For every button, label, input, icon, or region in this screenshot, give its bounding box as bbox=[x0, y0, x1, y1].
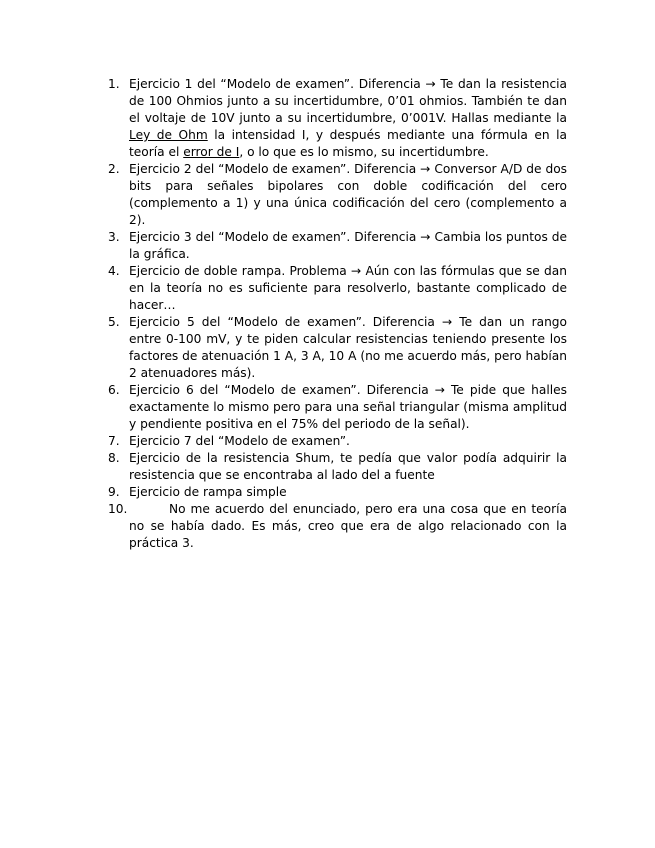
list-text-part: Ejercicio 1 del “Modelo de examen”. Diferencia → Te dan la resistencia de 100 Ohmios junto a su incertidumbre, 0’01 ohmios. También te dan el voltaje de 10V junto a su incertidumbre, 0’001V. Hallas mediante la bbox=[129, 77, 567, 125]
list-number: 2. bbox=[108, 162, 120, 176]
list-text: Ejercicio de la resistencia Shum, te pedía que valor podía adquirir la resistencia que se encontraba al lado del a fuente bbox=[129, 451, 567, 482]
list-item bbox=[108, 76, 567, 161]
list-text bbox=[129, 77, 567, 159]
list-text: Ejercicio 6 del “Modelo de examen”. Diferencia → Te pide que halles exactamente lo mismo pero para una señal triangular (misma amplitud y pendiente positiva en el 75% del periodo de la señal). bbox=[129, 383, 567, 431]
list-text: Ejercicio 3 del “Modelo de examen”. Diferencia → Cambia los puntos de la gráfica. bbox=[129, 230, 567, 261]
list-number: 8. bbox=[108, 451, 120, 465]
list-number: 5. bbox=[108, 315, 120, 329]
list-text-part: , o lo que es lo mismo, su incertidumbre. bbox=[239, 145, 489, 159]
list-item bbox=[108, 229, 567, 263]
list-text: Ejercicio de doble rampa. Problema → Aún con las fórmulas que se dan en la teoría no es suficiente para resolverlo, bastante complicado de hacer… bbox=[129, 264, 567, 312]
list-item bbox=[108, 484, 567, 501]
list-number: 6. bbox=[108, 383, 120, 397]
list-item bbox=[108, 263, 567, 314]
list-item bbox=[108, 314, 567, 382]
list-text-part: la intensidad I, y después mediante una fórmula en la teoría el bbox=[129, 128, 567, 159]
list-number: 10. bbox=[108, 502, 128, 516]
list-item bbox=[108, 161, 567, 229]
list-item bbox=[108, 501, 567, 552]
list-item bbox=[108, 433, 567, 450]
list-text: Ejercicio 7 del “Modelo de examen”. bbox=[129, 434, 350, 448]
list-text: Ejercicio 5 del “Modelo de examen”. Diferencia → Te dan un rango entre 0-100 mV, y te piden calcular resistencias teniendo presente los factores de atenuación 1 A, 3 A, 10 A (no me acuerdo más, pero habían 2 atenuadores más). bbox=[129, 315, 567, 380]
list-text: Ejercicio 2 del “Modelo de examen”. Diferencia → Conversor A/D de dos bits para señales bipolares con doble codificación del cero (complemento a 1) y una única codificación del cero (complemento a 2). bbox=[129, 162, 567, 227]
list-text: No me acuerdo del enunciado, pero era una cosa que en teoría no se había dado. Es más, creo que era de algo relacionado con la práctica 3. bbox=[129, 502, 567, 550]
list-item bbox=[108, 382, 567, 433]
list-number: 3. bbox=[108, 230, 120, 244]
list-text: Ejercicio de rampa simple bbox=[129, 485, 287, 499]
list-number: 1. bbox=[108, 77, 120, 91]
list-number: 4. bbox=[108, 264, 120, 278]
ley-de-ohm-link[interactable]: Ley de Ohm bbox=[129, 128, 208, 142]
error-de-i-link[interactable]: error de I bbox=[183, 145, 240, 159]
list-item bbox=[108, 450, 567, 484]
list-number: 9. bbox=[108, 485, 120, 499]
exercise-list bbox=[108, 76, 567, 552]
list-number: 7. bbox=[108, 434, 120, 448]
